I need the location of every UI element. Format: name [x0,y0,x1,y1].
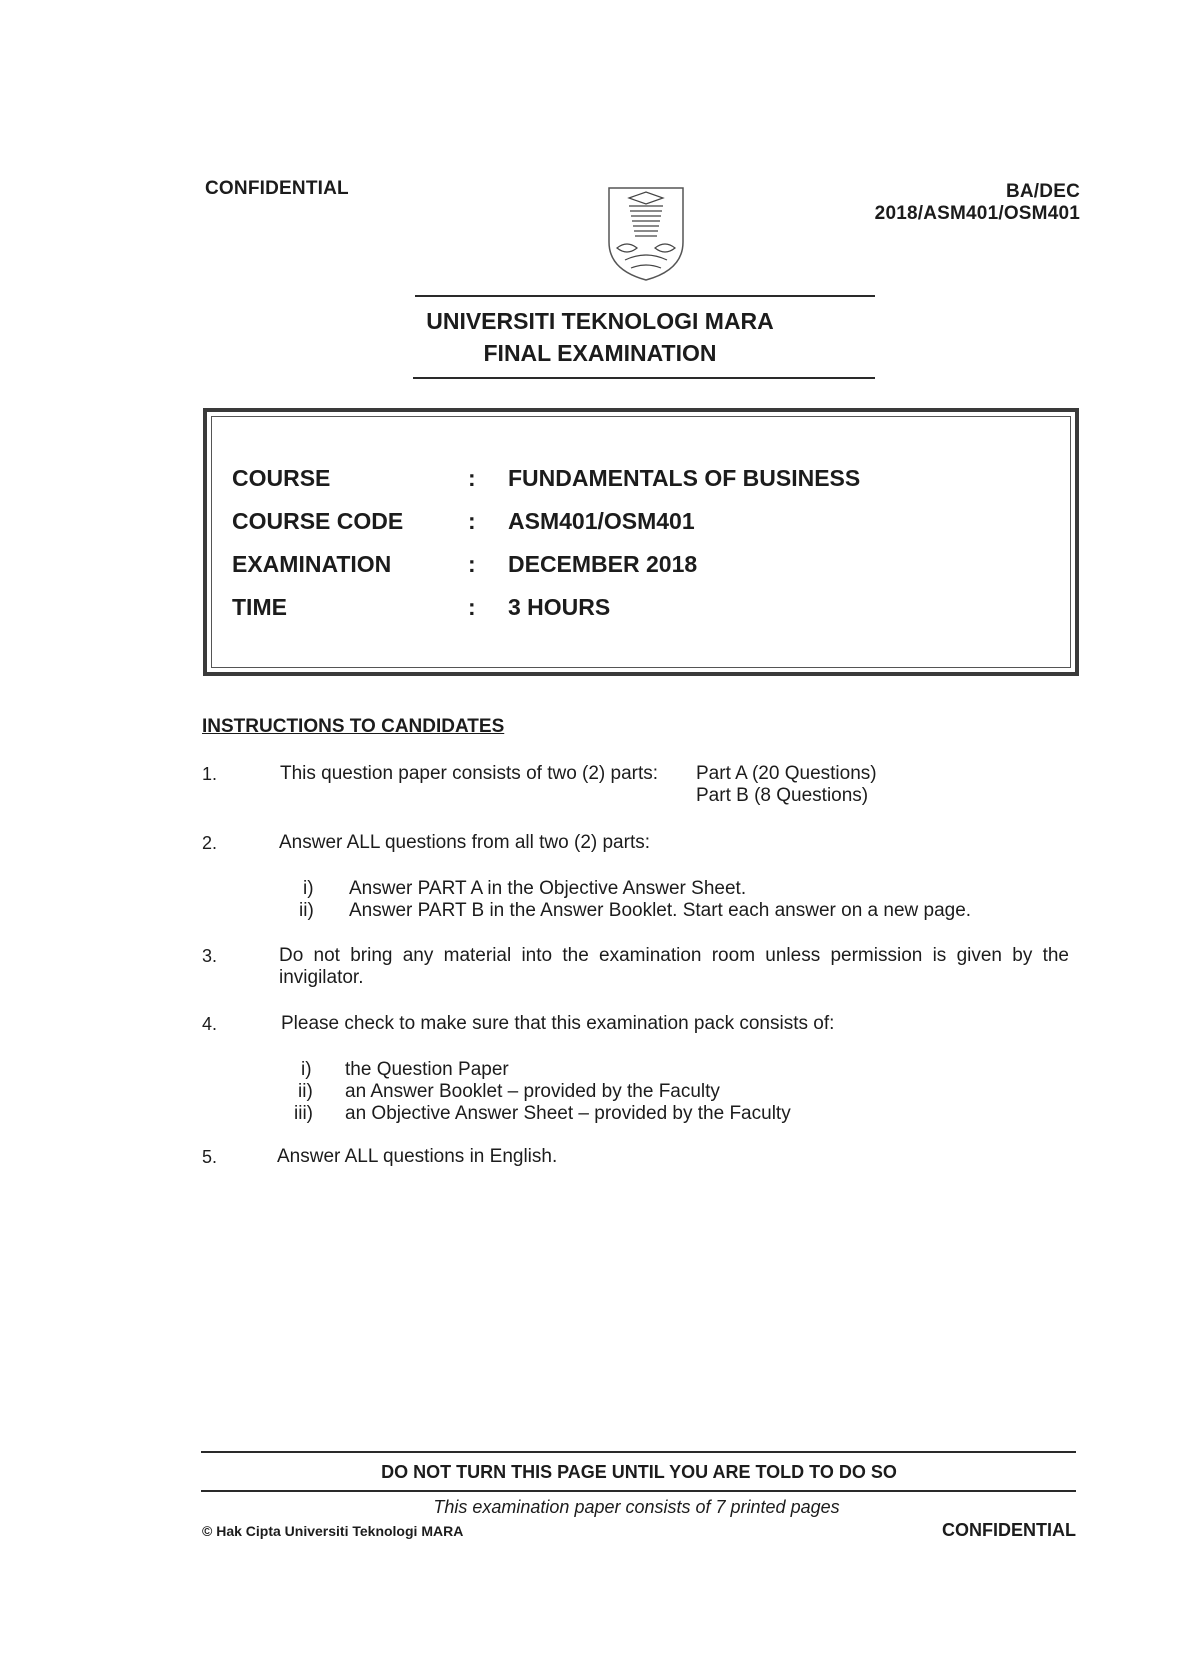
title-top-rule [415,295,875,297]
item-number: 2. [202,833,218,853]
course-details-box [203,408,1079,676]
instruction-text: This question paper consists of two (2) parts: [280,763,659,784]
footer-bottom-rule [201,1490,1076,1492]
item-number: 3. [202,946,218,966]
university-name: UNIVERSITI TEKNOLOGI MARA [426,308,774,334]
sub-item-text: the Question Paper [345,1059,509,1080]
footer-top-rule [201,1451,1076,1453]
do-not-turn-warning: DO NOT TURN THIS PAGE UNTIL YOU ARE TOLD TO DO SO [381,1462,897,1482]
course-separator: : [468,465,476,491]
examination-value: DECEMBER 2018 [508,551,698,577]
sub-item-number: ii) [298,1081,313,1102]
exam-title: FINAL EXAMINATION [483,340,717,366]
confidential-footer-label: CONFIDENTIAL [942,1520,1076,1540]
sub-item-text: an Objective Answer Sheet – provided by the Faculty [345,1103,791,1124]
instruction-text: Answer ALL questions from all two (2) parts: [279,832,651,853]
printed-pages-note: This examination paper consists of 7 printed pages [433,1497,840,1517]
course-code-value: ASM401/OSM401 [508,508,695,534]
sub-item-number: i) [301,1059,312,1080]
item-number: 4. [202,1014,218,1034]
instruction-text: Please check to make sure that this examination pack consists of: [281,1013,835,1034]
time-separator: : [468,594,476,620]
course-code-label: COURSE CODE [232,508,404,534]
item-number: 5. [202,1147,218,1167]
item-number: 1. [202,764,218,784]
confidential-label: CONFIDENTIAL [205,178,349,199]
instructions-heading: INSTRUCTIONS TO CANDIDATES [202,716,505,737]
time-value: 3 HOURS [508,594,611,620]
instruction-text: Answer ALL questions in English. [277,1146,558,1167]
course-code-separator: : [468,508,476,534]
sub-item-text: Answer PART B in the Answer Booklet. Start each answer on a new page. [349,900,972,921]
sub-item-number: i) [303,878,314,899]
paper-code: BA/DEC 2018/ASM401/OSM401 [874,181,1080,224]
part-b-note: Part B (8 Questions) [696,785,869,806]
sub-item-number: iii) [294,1103,313,1124]
time-label: TIME [232,594,287,620]
part-a-note: Part A (20 Questions) [696,763,877,784]
instruction-text-continued: invigilator. [279,967,364,988]
course-label: COURSE [232,465,331,491]
examination-label: EXAMINATION [232,551,392,577]
examination-separator: : [468,551,476,577]
title-bottom-rule [413,377,875,379]
sub-item-number: ii) [299,900,314,921]
sub-item-text: Answer PART A in the Objective Answer Sheet. [349,878,747,899]
university-crest-icon [605,184,687,284]
instruction-text: Do not bring any material into the examination room unless permission is given by the [279,945,1069,966]
sub-item-text: an Answer Booklet – provided by the Faculty [345,1081,720,1102]
copyright-notice: © Hak Cipta Universiti Teknologi MARA [202,1523,464,1539]
course-value: FUNDAMENTALS OF BUSINESS [508,465,861,491]
